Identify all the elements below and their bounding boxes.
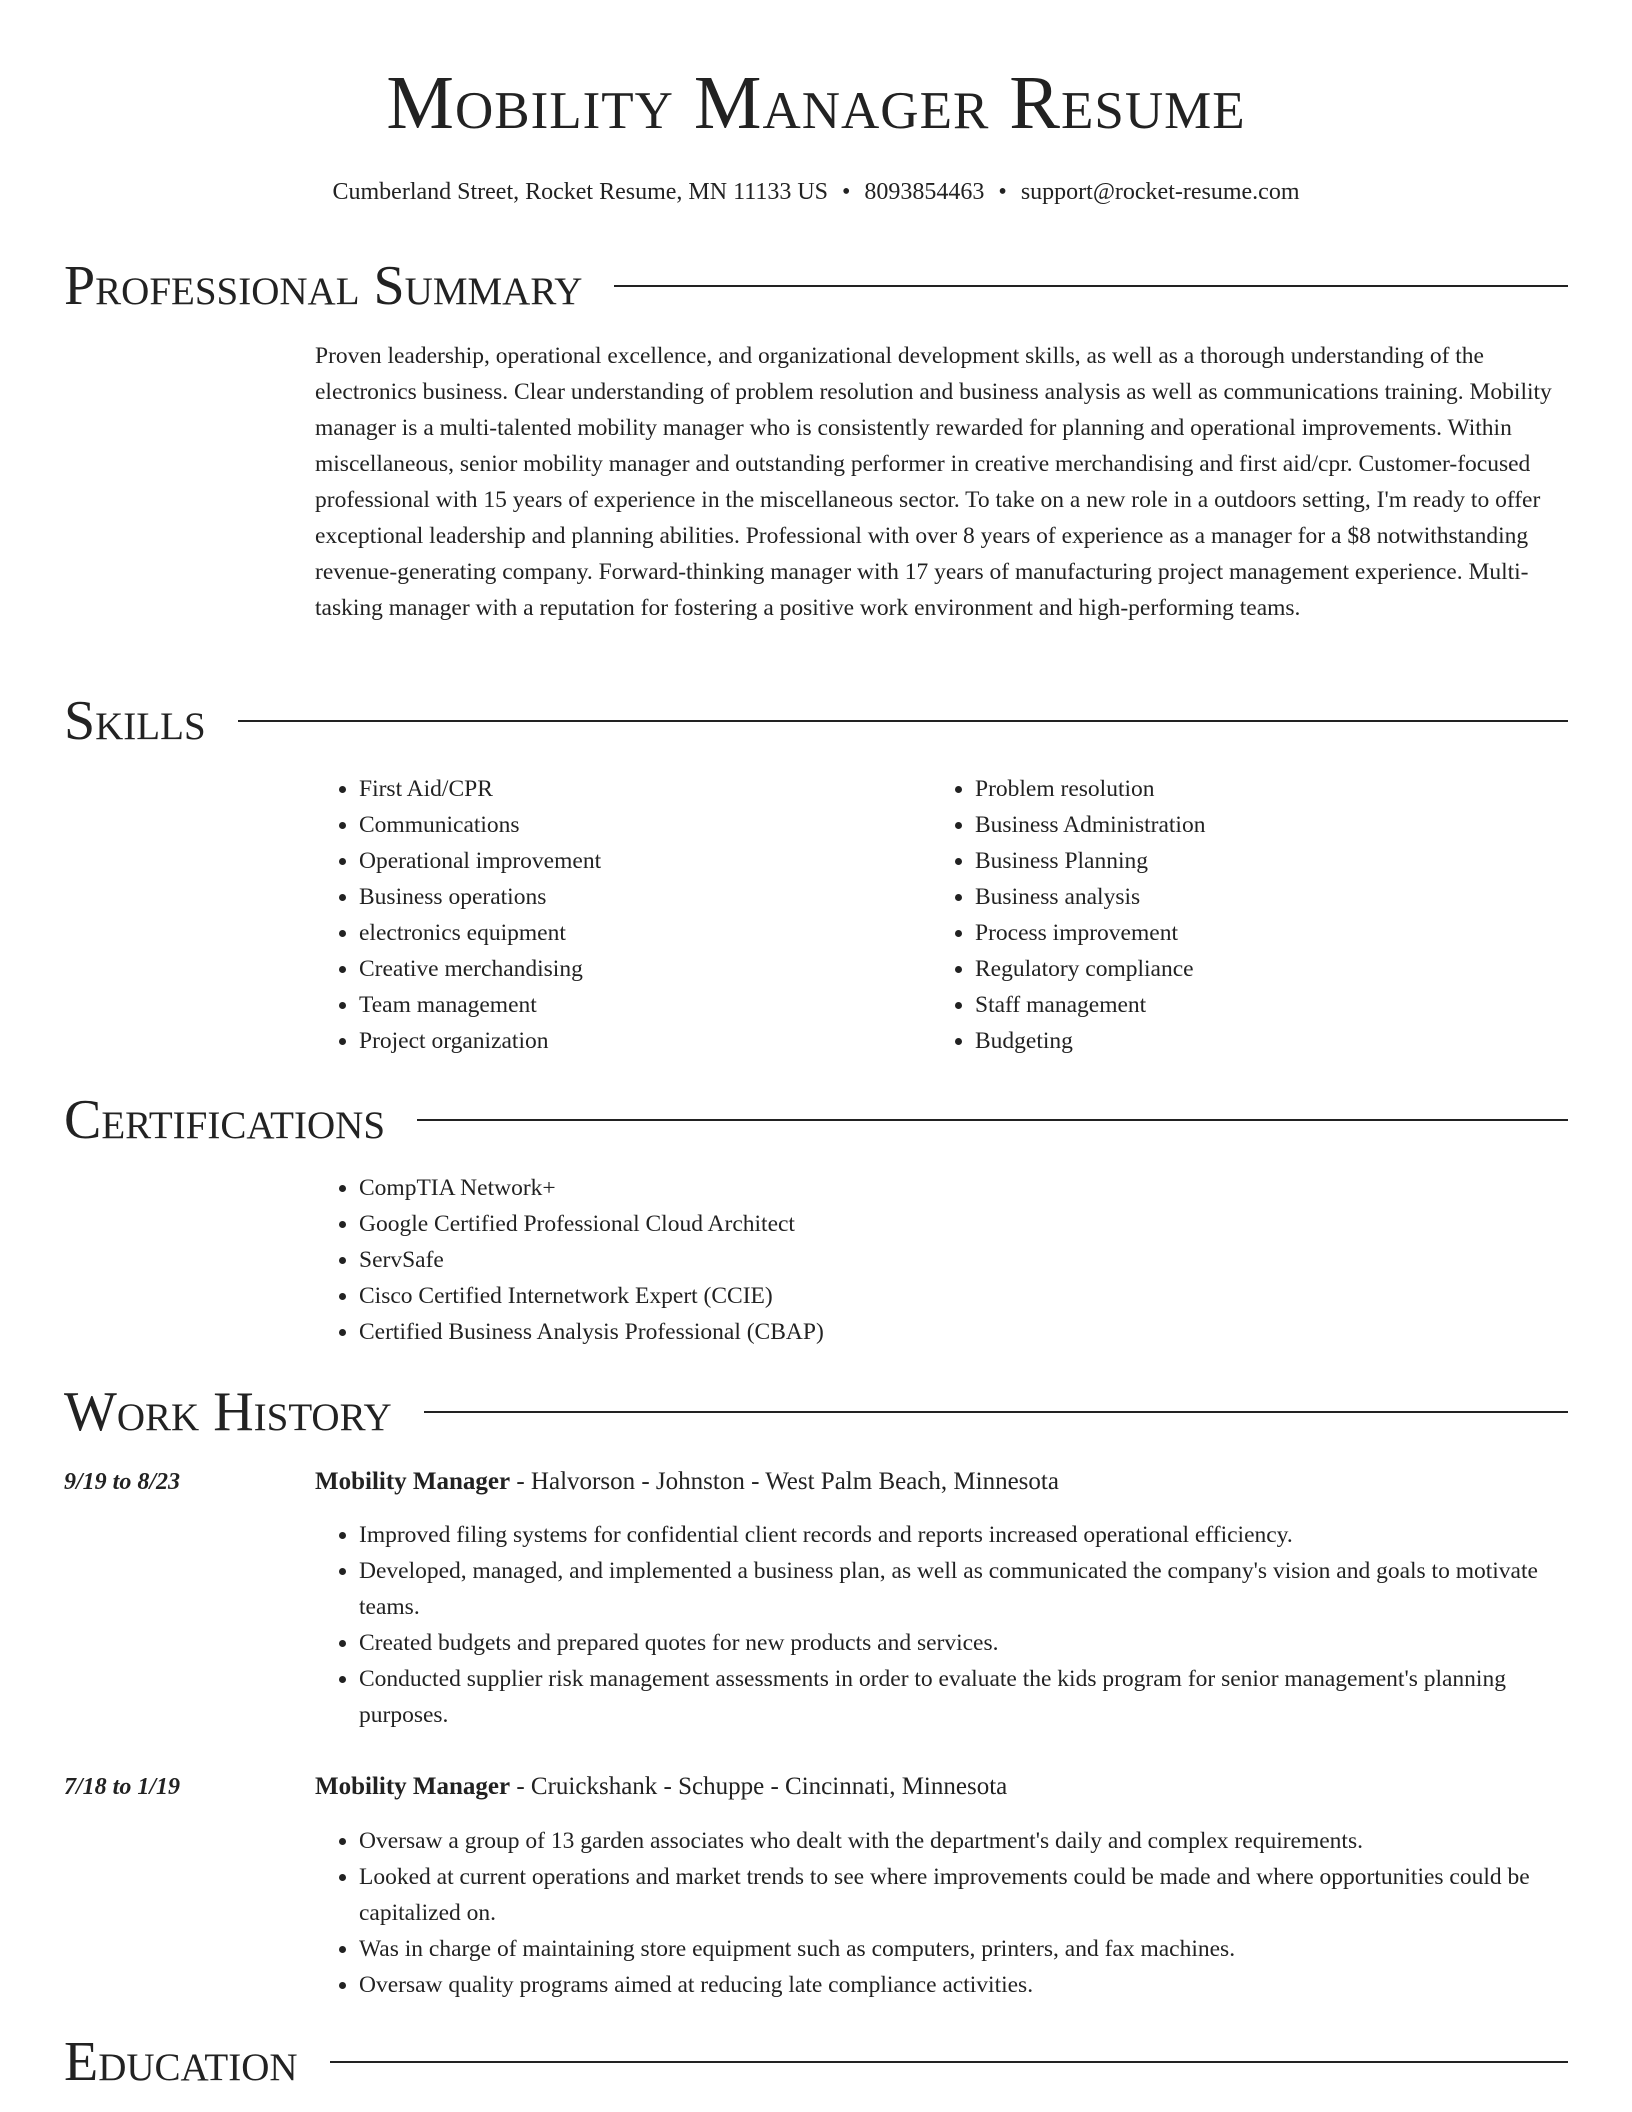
job-bullets bbox=[315, 1823, 1570, 2003]
job-bullets bbox=[315, 1517, 1570, 1733]
skill-item: • Regulatory compliance bbox=[975, 951, 1491, 987]
section-divider bbox=[238, 720, 1568, 722]
skill-item: • Team management bbox=[359, 987, 875, 1023]
certification-item: • ServSafe bbox=[359, 1242, 1570, 1278]
skill-item: • Communications bbox=[359, 807, 875, 843]
section-divider bbox=[424, 1411, 1568, 1413]
summary-body bbox=[315, 338, 1570, 626]
contact-email: support@rocket-resume.com bbox=[1020, 179, 1300, 205]
skill-item: • Operational improvement bbox=[359, 843, 875, 879]
contact-phone: 8093854463 bbox=[864, 179, 985, 205]
skill-item: • Business analysis bbox=[975, 879, 1491, 915]
summary-heading: Professional Summary bbox=[64, 255, 583, 317]
resume-title: Mobility Manager Resume bbox=[386, 61, 1246, 145]
skills-heading-row bbox=[64, 689, 1568, 753]
skill-item: • Staff management bbox=[975, 987, 1491, 1023]
work-heading: Work History bbox=[64, 1381, 392, 1443]
contact-separator: • bbox=[998, 179, 1007, 205]
certification-item: • Google Certified Professional Cloud Architect bbox=[359, 1206, 1570, 1242]
contact-line bbox=[0, 176, 1632, 208]
job-bullet: • Oversaw a group of 13 garden associates who dealt with the department's daily and complex requirements. bbox=[359, 1823, 1570, 1859]
job-header bbox=[315, 1769, 1007, 1805]
skill-item: • Business Administration bbox=[975, 807, 1491, 843]
contact-address: Cumberland Street, Rocket Resume, MN 11133 US bbox=[332, 179, 828, 205]
job-role: Mobility Manager bbox=[315, 1468, 511, 1495]
job-bullet: • Oversaw quality programs aimed at reducing late compliance activities. bbox=[359, 1967, 1570, 2003]
skills-list-right bbox=[931, 771, 1491, 1059]
job-bullet: • Developed, managed, and implemented a business plan, as well as communicated the company's vision and goals to motivate teams. bbox=[359, 1553, 1570, 1625]
skills-heading: Skills bbox=[64, 690, 206, 752]
skill-item: • Business Planning bbox=[975, 843, 1491, 879]
skill-item: • Budgeting bbox=[975, 1023, 1491, 1059]
skill-item: • Problem resolution bbox=[975, 771, 1491, 807]
job-bullet: • Conducted supplier risk management assessments in order to evaluate the kids program for senior management's planning purposes. bbox=[359, 1661, 1570, 1733]
work-heading-row bbox=[64, 1380, 1568, 1444]
education-heading: Education bbox=[64, 2031, 298, 2093]
job-employer: - Cruickshank - Schuppe - Cincinnati, Minnesota bbox=[510, 1773, 1008, 1800]
summary-heading-row bbox=[64, 254, 1568, 318]
skills-list-left bbox=[315, 771, 875, 1059]
education-heading-row bbox=[64, 2030, 1568, 2094]
job-employer: - Halvorson - Johnston - West Palm Beach, Minnesota bbox=[510, 1468, 1059, 1495]
certification-item: • CompTIA Network+ bbox=[359, 1170, 1570, 1206]
certification-item: • Certified Business Analysis Professional (CBAP) bbox=[359, 1314, 1570, 1350]
skill-item: • Project organization bbox=[359, 1023, 875, 1059]
skill-item: • Process improvement bbox=[975, 915, 1491, 951]
contact-separator: • bbox=[842, 179, 851, 205]
section-divider bbox=[417, 1119, 1568, 1121]
job-role: Mobility Manager bbox=[315, 1773, 511, 1800]
job-dates: 7/18 to 1/19 bbox=[64, 1774, 181, 1800]
certifications-heading-row bbox=[64, 1088, 1568, 1152]
job-bullet: • Improved filing systems for confidential client records and reports increased operational efficiency. bbox=[359, 1517, 1570, 1553]
summary-text: Proven leadership, operational excellence, and organizational development skills, as well as a thorough understanding of the electronics business. Clear understanding of problem resolution and business analysis as well as communications training. Mobility manager is a multi-talented mobility manager who is consistently rewarded for planning and operational improvements. Within miscellaneous, senior mobility manager and outstanding performer in creative merchandising and first aid/cpr. Customer-focused professional with 15 years of experience in the miscellaneous sector. To take on a new role in a outdoors setting, I'm ready to offer exceptional leadership and planning abilities. Professional with over 8 years of experience as a manager for a $8 notwithstanding revenue-generating company. Forward-thinking manager with 17 years of manufacturing project management experience. Multi-tasking manager with a reputation for fostering a positive work environment and high-performing teams. bbox=[315, 343, 1552, 621]
certification-item: • Cisco Certified Internetwork Expert (CCIE) bbox=[359, 1278, 1570, 1314]
skill-item: • First Aid/CPR bbox=[359, 771, 875, 807]
job-bullet: • Created budgets and prepared quotes for new products and services. bbox=[359, 1625, 1570, 1661]
skill-item: • Creative merchandising bbox=[359, 951, 875, 987]
section-divider bbox=[330, 2061, 1568, 2063]
section-divider bbox=[614, 285, 1568, 287]
job-bullet: • Was in charge of maintaining store equipment such as computers, printers, and fax machines. bbox=[359, 1931, 1570, 1967]
job-dates: 9/19 to 8/23 bbox=[64, 1469, 181, 1495]
certifications-heading: Certifications bbox=[64, 1089, 386, 1151]
certifications-list bbox=[315, 1170, 1570, 1350]
skill-item: • Business operations bbox=[359, 879, 875, 915]
job-header bbox=[315, 1464, 1059, 1500]
skill-item: • electronics equipment bbox=[359, 915, 875, 951]
job-bullet: • Looked at current operations and market trends to see where improvements could be made and where opportunities could be capitalized on. bbox=[359, 1859, 1570, 1931]
